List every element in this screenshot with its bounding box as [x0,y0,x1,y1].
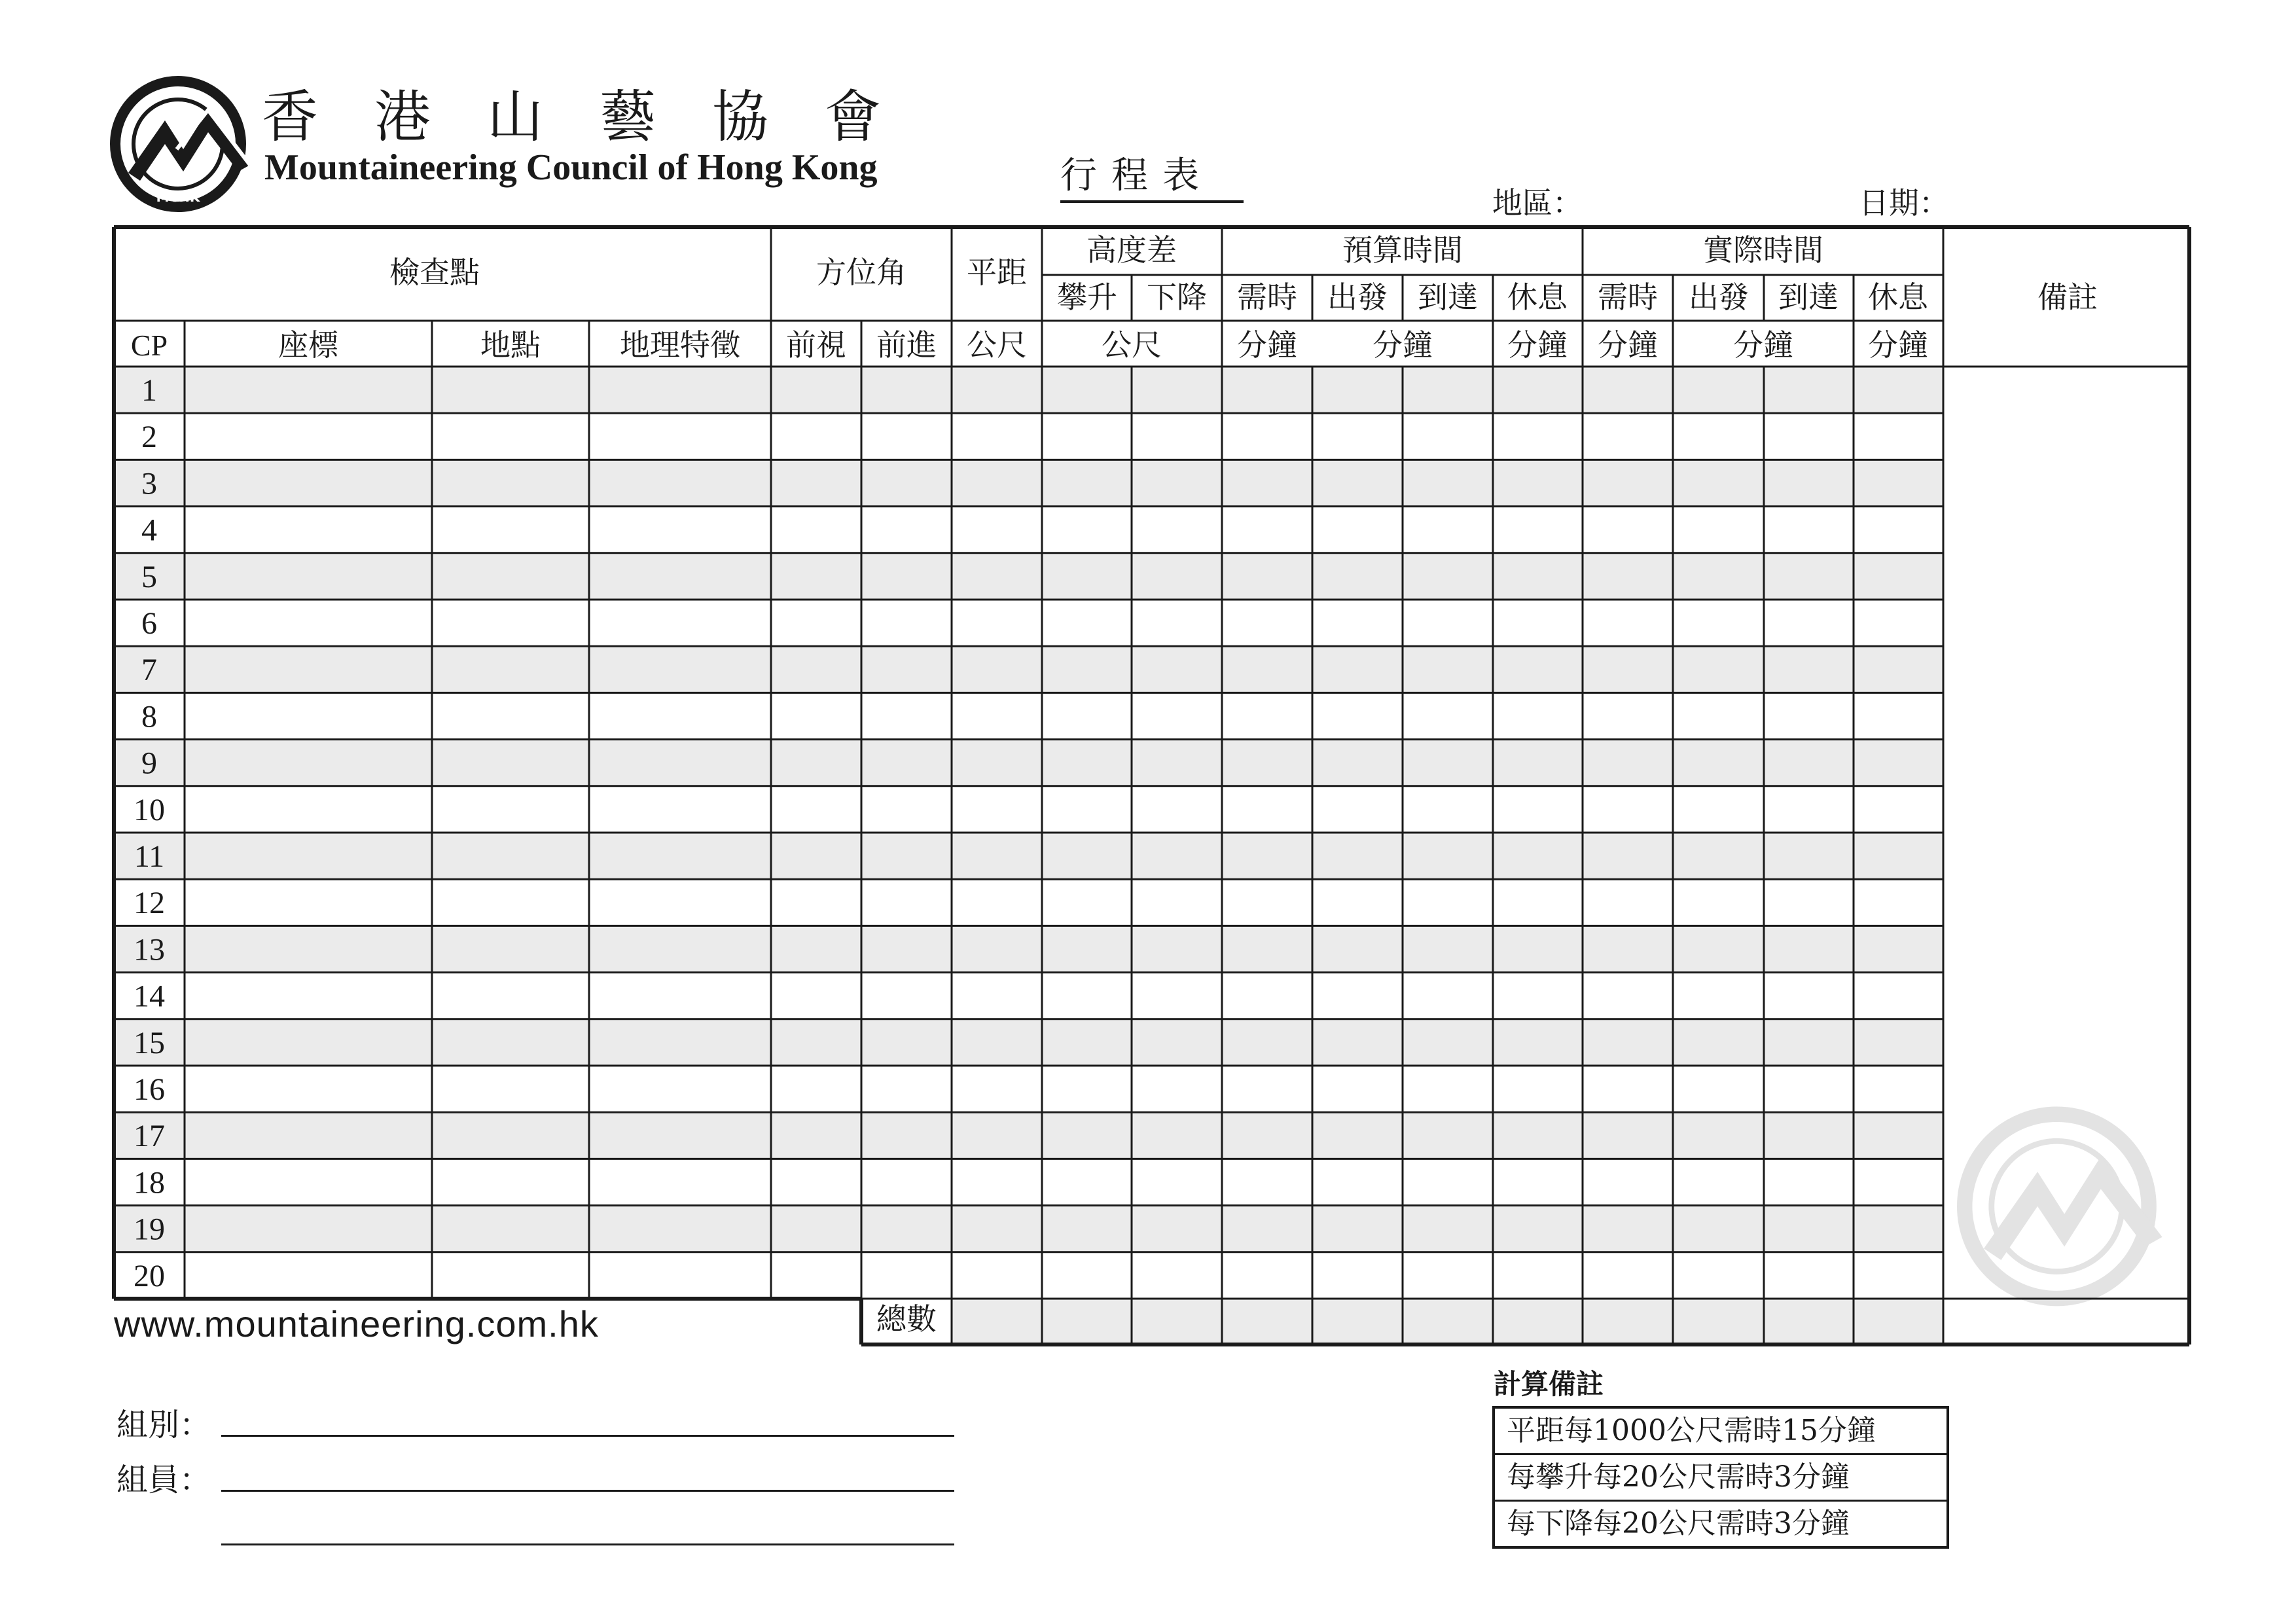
shaded-row [114,367,1943,413]
shaded-row [114,833,1943,879]
row-number: 12 [134,886,165,921]
shaded-row [114,740,1943,786]
form-title: 行程表 [1060,156,1244,203]
column-front-sight: 前視 [786,327,846,363]
shaded-row [114,1019,1943,1066]
subheader-actual-depart: 出發 [1689,280,1749,315]
subheader-ascent: 攀升 [1057,280,1117,315]
members-label: 組員： [117,1462,211,1498]
subheader-budget-rest: 休息 [1507,280,1568,315]
row-number: 10 [134,792,165,827]
total-label: 總數 [876,1301,937,1337]
shaded-row [114,460,1943,506]
subheader-actual-required: 需時 [1598,280,1658,315]
row-number: 6 [141,606,157,641]
members-input-line-2[interactable] [221,1543,954,1545]
column-location: 地點 [480,327,541,363]
calc-rule: 平距每1000公尺需時15分鐘 [1507,1414,1876,1447]
subheader-actual-rest: 休息 [1868,280,1928,315]
calc-notes-title: 計算備註 [1494,1368,1604,1400]
row-number: 3 [141,466,157,501]
header-remarks: 備註 [2037,280,2098,315]
subheader-descent: 下降 [1147,280,1207,315]
column-actual-rest-unit: 分鐘 [1868,327,1928,363]
calc-rule: 每下降每20公尺需時3分鐘 [1495,1500,1946,1546]
row-number: 2 [141,420,157,455]
header-height-difference: 高度差 [1086,232,1177,268]
shaded-row [114,646,1943,693]
row-number: 17 [134,1119,165,1154]
row-number: 7 [141,653,157,688]
total-row-shade [952,1299,1943,1344]
column-coordinates: 座標 [278,327,338,363]
row-number: 15 [134,1025,165,1060]
org-name-english: Mountaineering Council of Hong Kong [264,147,878,188]
row-number: 13 [134,932,165,967]
column-budget-required-unit: 分鐘 [1237,327,1297,363]
subheader-budget-arrive: 到達 [1418,280,1478,315]
shaded-row [114,1206,1943,1252]
row-number: 20 [134,1258,165,1293]
row-number: 19 [134,1212,165,1247]
column-cp: CP [130,329,168,362]
row-number: 14 [134,979,165,1014]
row-number: 9 [141,746,157,781]
logo-text: MCHK [156,189,200,205]
area-label: 地區： [1492,185,1583,221]
column-budget-rest-unit: 分鐘 [1507,327,1568,363]
column-actual-required-unit: 分鐘 [1598,327,1658,363]
subheader-budget-required: 需時 [1237,280,1297,315]
group-label: 組別： [117,1407,211,1443]
website-url: www.mountaineering.com.hk [114,1303,599,1344]
row-number: 1 [141,373,157,408]
date-label: 日期： [1859,185,1949,221]
shaded-row [114,926,1943,972]
column-height-unit: 公尺 [1102,327,1162,363]
shaded-row [114,1112,1943,1159]
row-number: 16 [134,1072,165,1107]
row-number: 11 [134,839,165,874]
header-actual-time: 實際時間 [1703,232,1823,268]
header-checkpoint: 檢查點 [389,255,480,290]
row-number: 5 [141,559,157,594]
members-input-line-1[interactable] [221,1490,954,1492]
header-horizontal-distance: 平距 [967,255,1027,290]
shaded-row [114,553,1943,600]
column-forward: 前進 [876,327,937,363]
subheader-budget-depart: 出發 [1327,280,1388,315]
header-budget-time: 預算時間 [1342,232,1463,268]
column-actual-time-unit: 分鐘 [1733,327,1793,363]
subheader-actual-arrive: 到達 [1778,280,1839,315]
group-input-line[interactable] [221,1435,954,1437]
calc-rule: 每攀升每20公尺需時3分鐘 [1495,1453,1946,1500]
row-number: 4 [141,513,157,548]
column-geographic-features: 地理特徵 [620,327,740,363]
column-budget-time-unit: 分鐘 [1372,327,1433,363]
calc-notes-box [1492,1406,1949,1549]
column-distance-unit: 公尺 [967,327,1027,363]
row-number: 18 [134,1165,165,1200]
row-number: 8 [141,699,157,734]
org-name-chinese: 香港山藝協會 [262,84,937,150]
header-bearing: 方位角 [816,255,906,290]
